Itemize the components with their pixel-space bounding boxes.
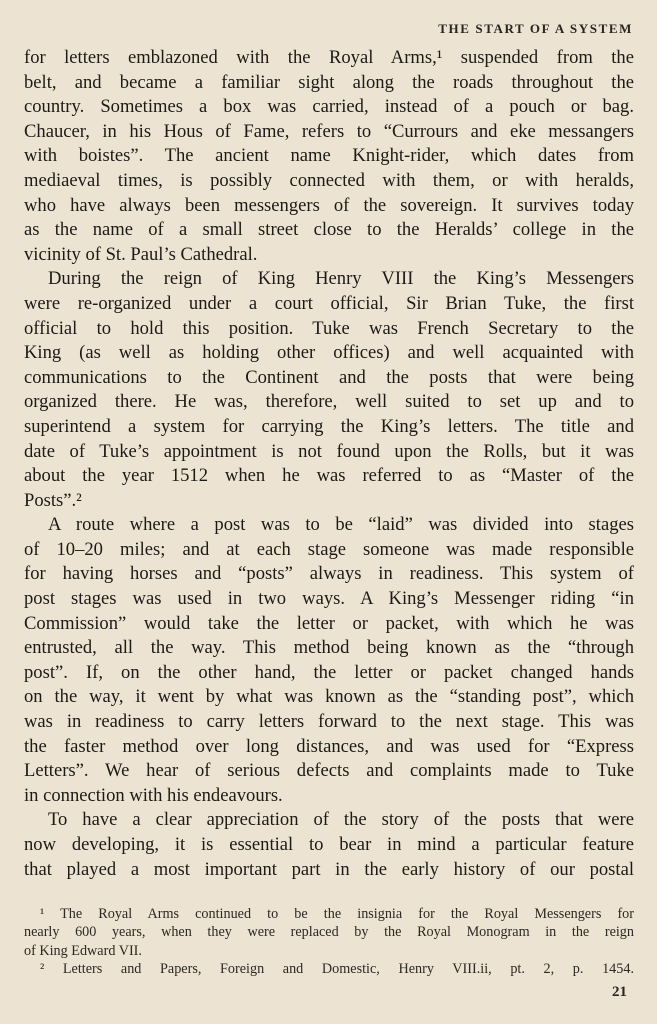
body-line: post stages was used in two ways. A King’s Messenger riding “in — [24, 588, 634, 610]
footnote-line: ¹ The Royal Arms continued to be the insignia for the Royal Messengers for — [40, 906, 634, 922]
body-line: mediaeval times, is possibly connected with them, or with heralds, — [24, 169, 634, 191]
body-line: To have a clear appreciation of the story of the posts that were — [48, 809, 634, 831]
body-line: of 10–20 miles; and at each stage someone was made responsible — [24, 538, 634, 560]
body-line: who have always been messengers of the sovereign. It survives today — [24, 194, 634, 216]
body-line: communications to the Continent and the posts that were being — [24, 366, 634, 388]
body-line: about the year 1512 when he was referred to as “Master of the — [24, 465, 634, 487]
footnote-line: ² Letters and Papers, Foreign and Domestic, Henry VIII.ii, pt. 2, p. 1454. — [40, 961, 634, 978]
footnote-line: nearly 600 years, when they were replaced by the Royal Monogram in the reign — [24, 924, 634, 941]
body-line: King (as well as holding other offices) and well acquainted with — [24, 342, 634, 364]
body-line: organized there. He was, therefore, well suited to set up and to — [24, 391, 634, 413]
body-line: with boistes”. The ancient name Knight-rider, which dates from — [24, 145, 634, 167]
body-line: in connection with his endeavours. — [24, 784, 283, 806]
body-line: Chaucer, in his Hous of Fame, refers to “Currours and eke messangers — [24, 120, 634, 142]
body-line: now developing, it is essential to bear in mind a particular feature — [24, 834, 634, 855]
footnote-line: of King Edward VII. — [24, 942, 142, 959]
body-line: official to hold this position. Tuke was French Secretary to the — [24, 317, 634, 339]
body-line: as the name of a small street close to the Heralds’ college in the — [24, 219, 634, 241]
body-line: were re-organized under a court official, Sir Brian Tuke, the first — [24, 292, 634, 314]
body-line: that played a most important part in the early history of our postal — [24, 858, 634, 880]
body-line: vicinity of St. Paul’s Cathedral. — [24, 243, 258, 265]
body-line: Posts”.² — [24, 489, 82, 511]
body-line: the faster method over long distances, and was used for “Express — [24, 735, 634, 757]
body-line: for having horses and “posts” always in readiness. This system of — [24, 563, 634, 585]
body-line: was in readiness to carry letters forward to the next stage. This was — [24, 711, 634, 733]
body-line: superintend a system for carrying the King’s letters. The title and — [24, 415, 634, 437]
body-line: for letters emblazoned with the Royal Arms,¹ suspended from the — [24, 47, 634, 68]
body-line: Commission” would take the letter or packet, with which he was — [24, 612, 634, 634]
running-head: THE START OF A SYSTEM — [438, 21, 633, 36]
body-line: entrusted, all the way. This method being known as the “through — [24, 637, 634, 659]
body-line: Letters”. We hear of serious defects and complaints made to Tuke — [24, 760, 634, 782]
body-line: During the reign of King Henry VIII the King’s Messengers — [48, 268, 634, 290]
body-line: date of Tuke’s appointment is not found upon the Rolls, but it was — [24, 440, 634, 462]
footnotes — [24, 905, 634, 979]
page-number: 21 — [612, 984, 627, 1000]
body-line: belt, and became a familiar sight along the roads throughout the — [24, 71, 634, 93]
body-line: on the way, it went by what was known as the “standing post”, which — [24, 686, 634, 708]
body-line: post”. If, on the other hand, the letter or packet changed hands — [24, 661, 634, 683]
body-line: A route where a post was to be “laid” was divided into stages — [48, 514, 634, 536]
body-text — [24, 46, 634, 882]
body-line: country. Sometimes a box was carried, instead of a pouch or bag. — [24, 96, 634, 118]
